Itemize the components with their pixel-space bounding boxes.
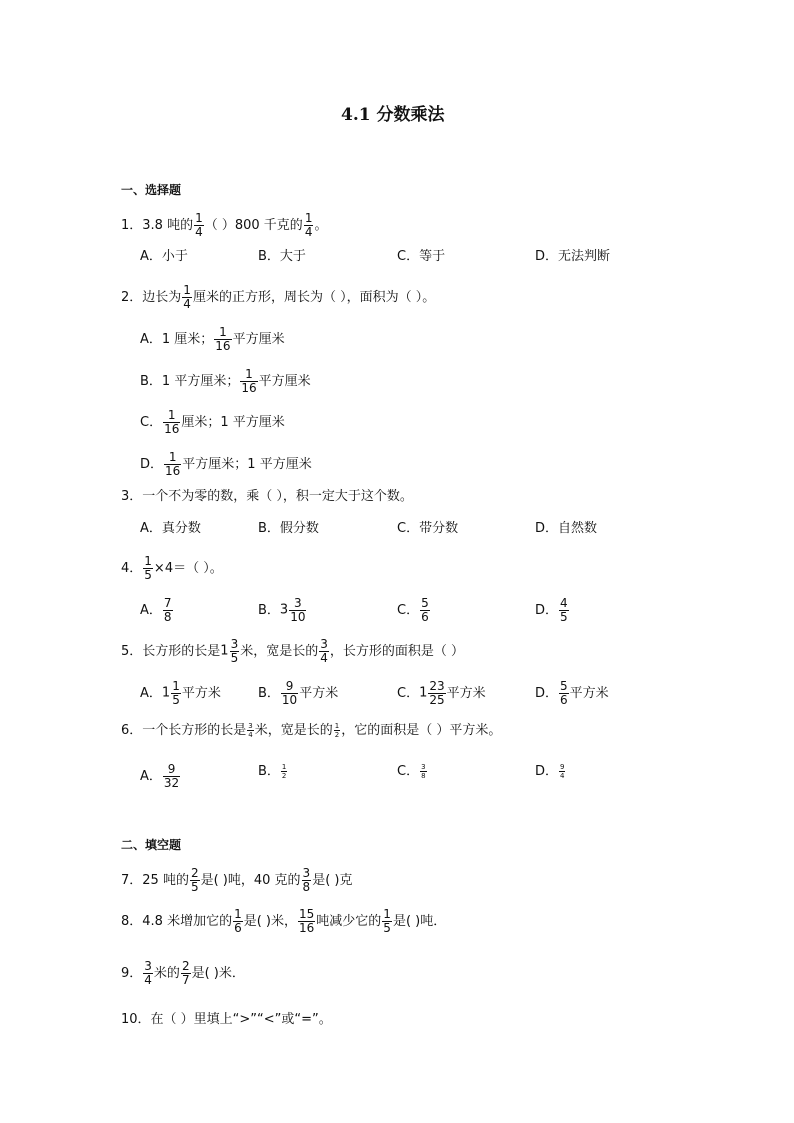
q1-option-b: B．大于	[258, 249, 306, 264]
q1-option-c: C．等于	[397, 249, 446, 264]
q6-option-c: C． $\frac{3}{8}$	[397, 763, 426, 780]
q6-option-a: A． $\frac{9}{32}$	[140, 762, 180, 790]
q5-option-b: B． $\frac{9}{10}$ 平方米	[258, 679, 339, 707]
q5-option-d: D． $\frac{5}{6}$ 平方米	[535, 679, 609, 707]
q3-option-b: B．假分数	[258, 521, 319, 536]
q5-option-c: C．1 $\frac{23}{25}$ 平方米	[397, 679, 486, 707]
q2-option-a: A．1 厘米； $\frac{1}{16}$ 平方厘米	[140, 325, 285, 353]
question-3: 3．一个不为零的数，乘（ ），积一定大于这个数。	[121, 489, 413, 504]
question-2: 2．边长为 $\frac{1}{4}$ 厘米的正方形，周长为（ ），面积为（ ）。	[121, 283, 436, 311]
question-9: 9． $\frac{3}{4}$ 米的 $\frac{2}{7}$ 是( )米．	[121, 959, 245, 987]
section-heading-fill: 二、填空题	[121, 838, 182, 852]
q4-option-b: B．3 $\frac{3}{10}$	[258, 596, 306, 624]
q4-option-c: C． $\frac{5}{6}$	[397, 596, 429, 624]
page-title: 4.1 分数乘法	[341, 105, 445, 125]
fraction: $\frac{1}{4}$	[195, 211, 203, 239]
q5-option-a: A．1 $\frac{1}{5}$ 平方米	[140, 679, 221, 707]
question-5: 5．长方形的长是1 $\frac{3}{5}$ 米，宽是长的 $\frac{3}{4}$ ，长方形的面积是（ ）	[121, 637, 464, 665]
section-heading-choice: 一、选择题	[121, 183, 182, 197]
question-6: 6．一个长方形的长是 $\frac{3}{4}$ 米，宽是长的 $\frac{1}{2}$ ，它的面积是（ ）平方米。	[121, 722, 502, 739]
question-7: 7．25 吨的 $\frac{2}{5}$ 是( )吨，40 克的 $\frac{3}{8}$ 是( )克	[121, 866, 353, 894]
q4-option-d: D． $\frac{4}{5}$	[535, 596, 568, 624]
q1-option-a: A．小于	[140, 249, 188, 264]
q1-option-d: D．无法判断	[535, 249, 611, 264]
question-8: 8．4.8 米增加它的 $\frac{1}{6}$ 是( )米， $\frac{15}{16}$ 吨减少它的 $\frac{1}{5}$ 是( )吨．	[121, 907, 447, 935]
q6-option-d: D． $\frac{9}{4}$	[535, 763, 565, 780]
question-4: 4． $\frac{1}{5}$ ×4＝（ ）。	[121, 554, 223, 582]
question-1: 1．3.8 吨的 $\frac{1}{4}$ （ ）800 千克的 $\frac{1}{4}$ 。	[121, 211, 328, 239]
q6-option-b: B． $\frac{1}{2}$	[258, 763, 287, 780]
fraction: $\frac{1}{4}$	[304, 211, 313, 239]
q3-option-d: D．自然数	[535, 521, 598, 536]
fraction: $\frac{1}{4}$	[183, 283, 191, 311]
q2-option-d: D． $\frac{1}{16}$ 平方厘米；1 平方厘米	[140, 450, 312, 478]
q3-option-a: A．真分数	[140, 521, 201, 536]
q3-option-c: C．带分数	[397, 521, 459, 536]
q4-option-a: A． $\frac{7}{8}$	[140, 596, 172, 624]
q2-option-b: B．1 平方厘米； $\frac{1}{16}$ 平方厘米	[140, 367, 311, 395]
question-10: 10．在（ ）里填上“>”“<”或“=”。	[121, 1012, 332, 1027]
q2-option-c: C． $\frac{1}{16}$ 厘米；1 平方厘米	[140, 408, 285, 436]
